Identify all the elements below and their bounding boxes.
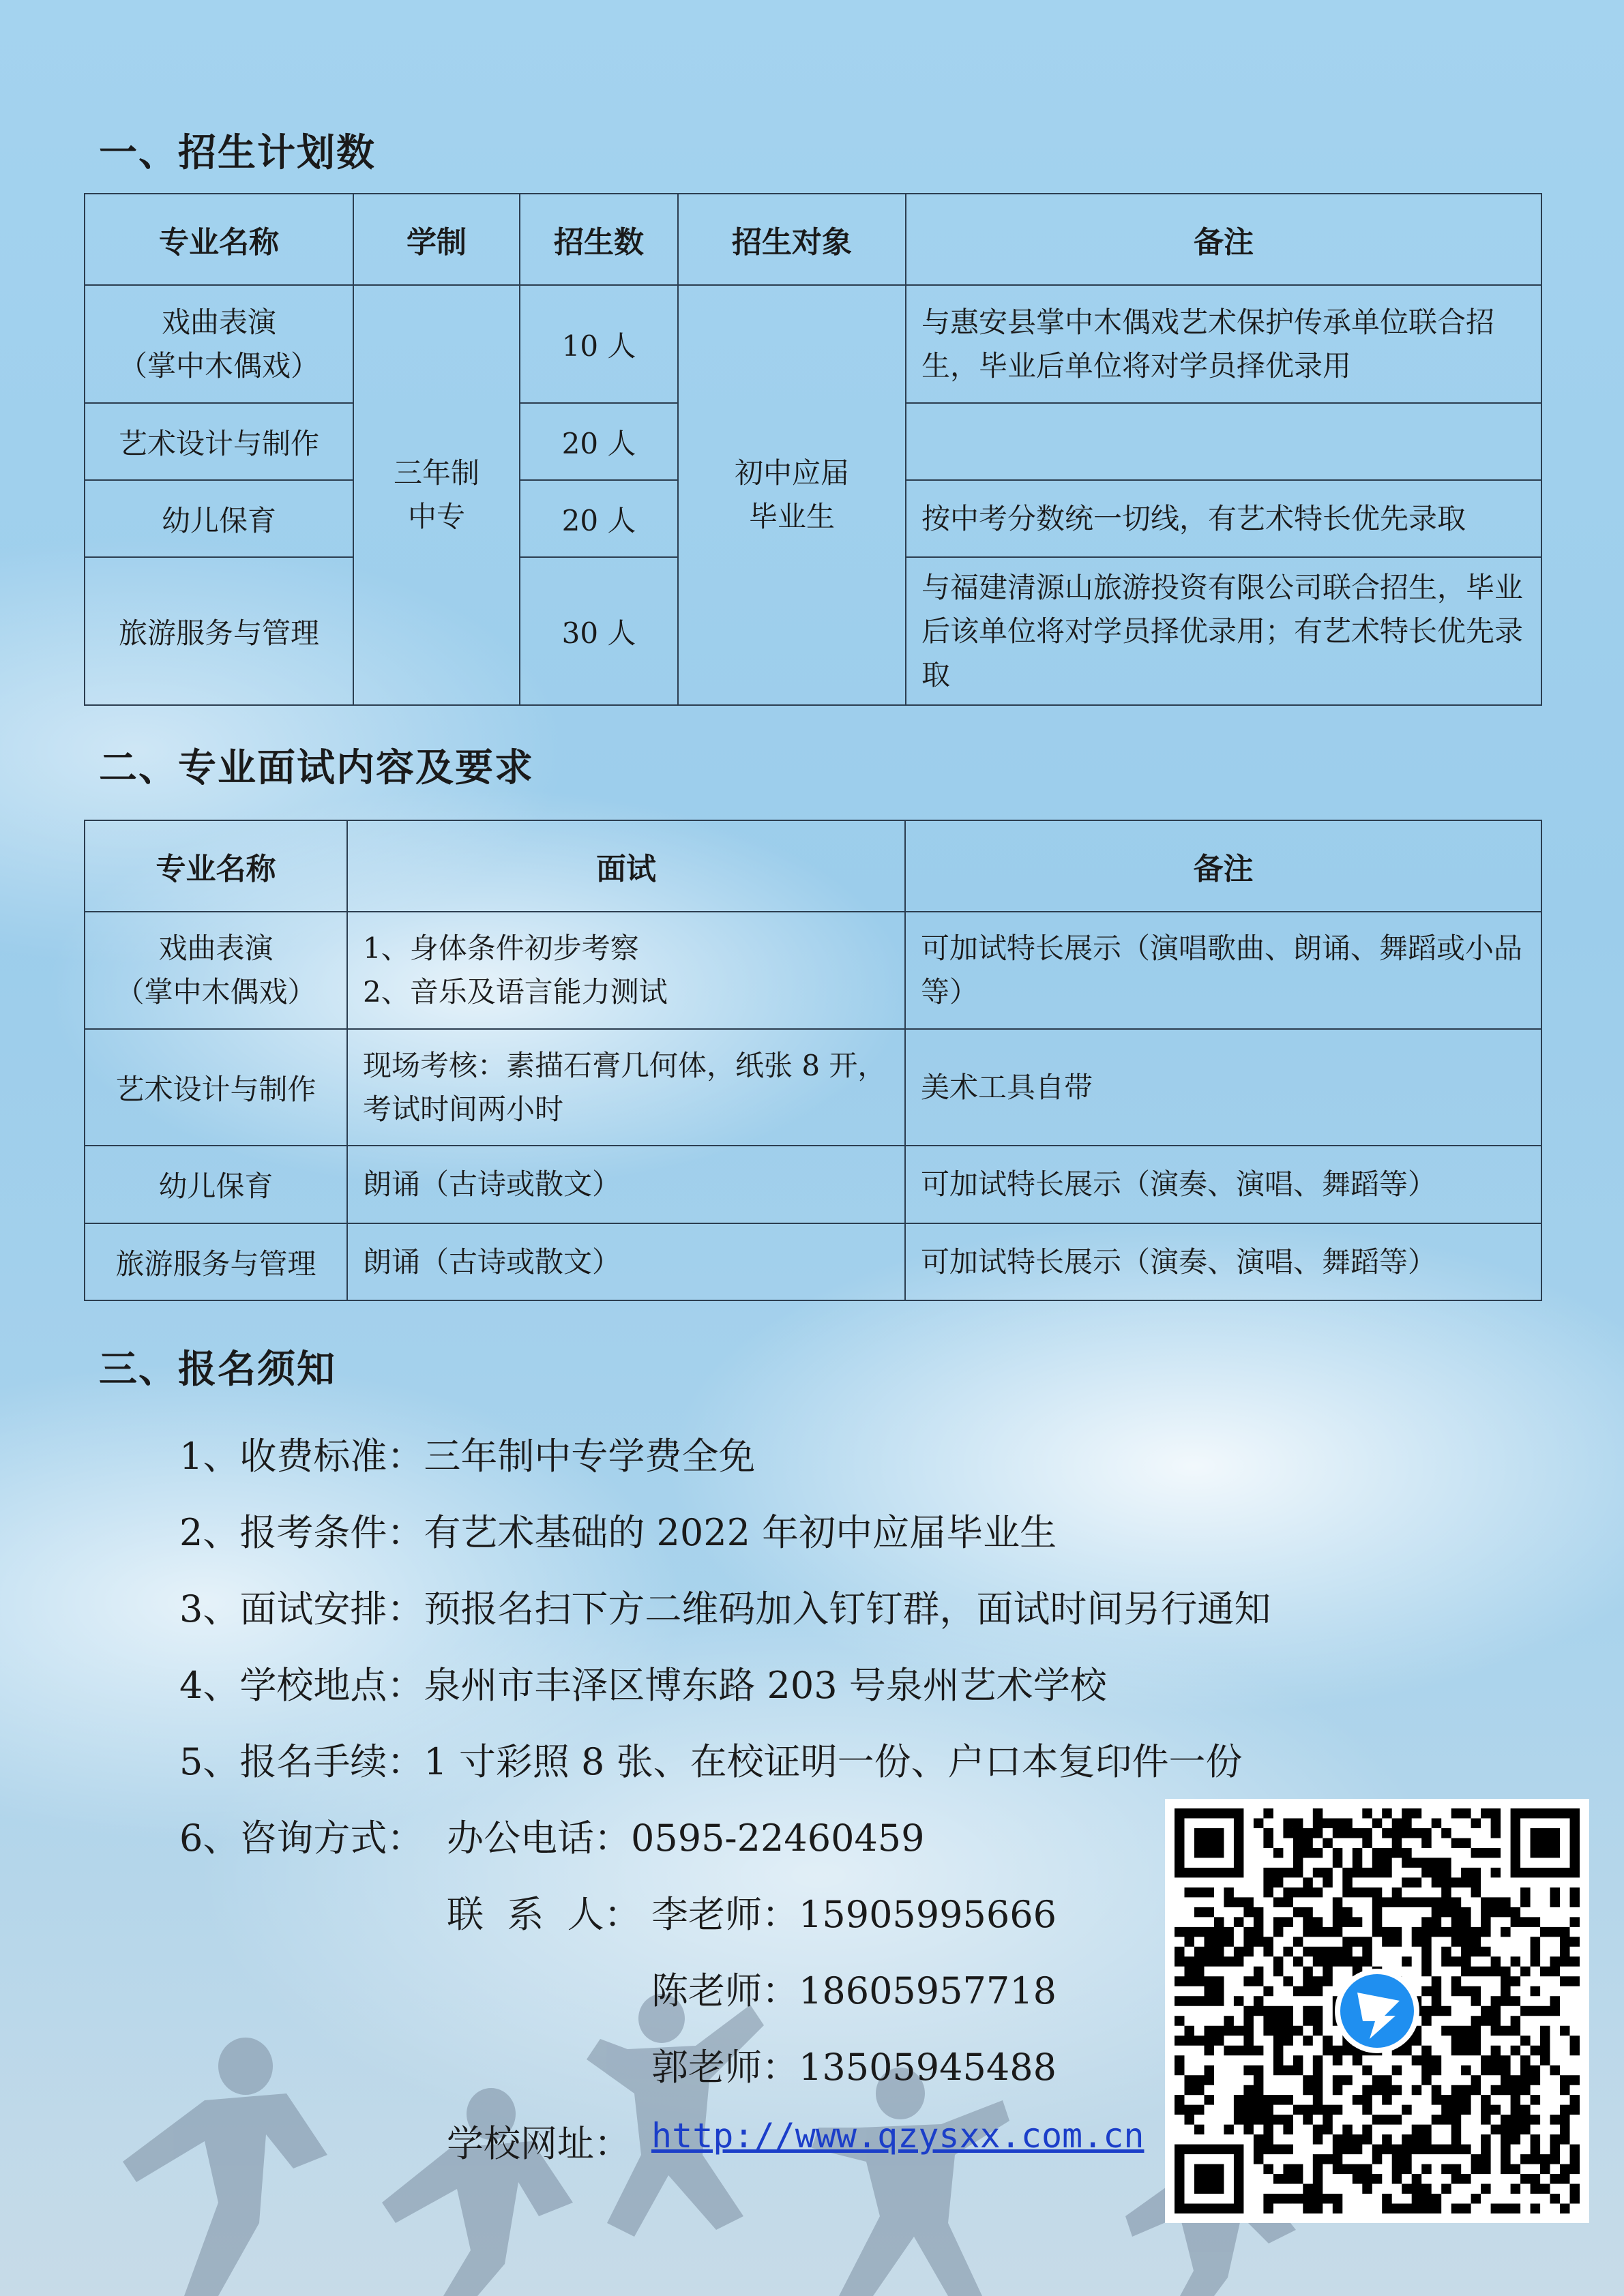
- header-target: 招生对象: [678, 194, 906, 285]
- table-row: [85, 912, 1541, 1029]
- note-cell: 可加试特长展示（演唱歌曲、朗诵、舞蹈或小品等）: [905, 912, 1541, 1029]
- interview-cell: 朗诵（古诗或散文）: [347, 1223, 905, 1300]
- qr-finder-square: [1194, 2164, 1224, 2194]
- major-name: 戏曲表演 （掌中木偶戏）: [85, 285, 353, 403]
- website-link[interactable]: http://www.qzysxx.com.cn: [651, 2116, 1145, 2156]
- contact-label: 6、咨询方式：: [179, 1817, 424, 1860]
- qr-finder-square: [1194, 1828, 1224, 1858]
- note-cell: [906, 403, 1541, 480]
- note-cell: 可加试特长展示（演奏、演唱、舞蹈等）: [905, 1223, 1541, 1300]
- table-header-row: [85, 194, 1541, 285]
- interview-cell: 1、身体条件初步考察 2、音乐及语言能力测试: [347, 912, 905, 1029]
- table-row: [85, 1029, 1541, 1146]
- major-name: 旅游服务与管理: [85, 1223, 347, 1300]
- table-row: [85, 1223, 1541, 1300]
- interview-cell: 朗诵（古诗或散文）: [347, 1146, 905, 1223]
- interview-table: [84, 820, 1542, 1301]
- table-row: [85, 1146, 1541, 1223]
- note-cell: 与惠安县掌中木偶戏艺术保护传承单位联合招生，毕业后单位将对学员择优录用: [906, 285, 1541, 403]
- note-cell: 可加试特长展示（演奏、演唱、舞蹈等）: [905, 1146, 1541, 1223]
- section1-heading: 一、招生计划数: [99, 131, 376, 175]
- notice-item-interview: 3、面试安排：预报名扫下方二维码加入钉钉群，面试时间另行通知: [179, 1587, 1271, 1630]
- count-cell: 20 人: [520, 480, 678, 557]
- interview-cell: 现场考核：素描石膏几何体，纸张 8 开，考试时间两小时: [347, 1029, 905, 1146]
- count-cell: 10 人: [520, 285, 678, 403]
- major-name: 艺术设计与制作: [85, 1029, 347, 1146]
- notice-item-procedure: 5、报名手续：1 寸彩照 8 张、在校证明一份、户口本复印件一份: [179, 1740, 1243, 1783]
- contact-person-label: 联 系 人：: [447, 1893, 641, 1936]
- notice-item-requirement: 2、报考条件：有艺术基础的 2022 年初中应届毕业生: [179, 1511, 1057, 1554]
- major-name: 幼儿保育: [85, 1146, 347, 1223]
- website-label: 学校网址：: [447, 2122, 631, 2165]
- header-note: 备注: [905, 820, 1541, 912]
- table-row: [85, 285, 1541, 403]
- header-count: 招生数: [520, 194, 678, 285]
- major-name: 旅游服务与管理: [85, 557, 353, 705]
- count-cell: 20 人: [520, 403, 678, 480]
- header-interview: 面试: [347, 820, 905, 912]
- contact-person: 郭老师：13505945488: [651, 2046, 1057, 2089]
- dingtalk-qr-code[interactable]: [1165, 1799, 1589, 2223]
- major-name: 幼儿保育: [85, 480, 353, 557]
- section3-heading: 三、报名须知: [99, 1347, 336, 1392]
- major-name: 艺术设计与制作: [85, 403, 353, 480]
- notice-item-address: 4、学校地点：泉州市丰泽区博东路 203 号泉州艺术学校: [179, 1664, 1107, 1707]
- header-major: 专业名称: [85, 820, 347, 912]
- target-cell: 初中应届 毕业生: [678, 285, 906, 705]
- note-cell: 与福建清源山旅游投资有限公司联合招生，毕业后该单位将对学员择优录用；有艺术特长优先录取: [906, 557, 1541, 705]
- contact-person: 陈老师：18605957718: [651, 1969, 1057, 2012]
- table-header-row: [85, 820, 1541, 912]
- qr-code-pattern: [1165, 1799, 1589, 2223]
- contact-person: 李老师：15905995666: [651, 1893, 1057, 1936]
- header-duration: 学制: [353, 194, 520, 285]
- note-cell: 美术工具自带: [905, 1029, 1541, 1146]
- header-note: 备注: [906, 194, 1541, 285]
- count-cell: 30 人: [520, 557, 678, 705]
- office-phone: 办公电话：0595-22460459: [447, 1817, 925, 1860]
- section2-heading: 二、专业面试内容及要求: [99, 746, 534, 790]
- enrollment-plan-table: [84, 193, 1542, 706]
- note-cell: 按中考分数统一切线，有艺术特长优先录取: [906, 480, 1541, 557]
- header-major: 专业名称: [85, 194, 353, 285]
- duration-cell: 三年制 中专: [353, 285, 520, 705]
- major-name: 戏曲表演 （掌中木偶戏）: [85, 912, 347, 1029]
- notice-item-fee: 1、收费标准：三年制中专学费全免: [179, 1435, 756, 1478]
- qr-finder-square: [1531, 1828, 1560, 1858]
